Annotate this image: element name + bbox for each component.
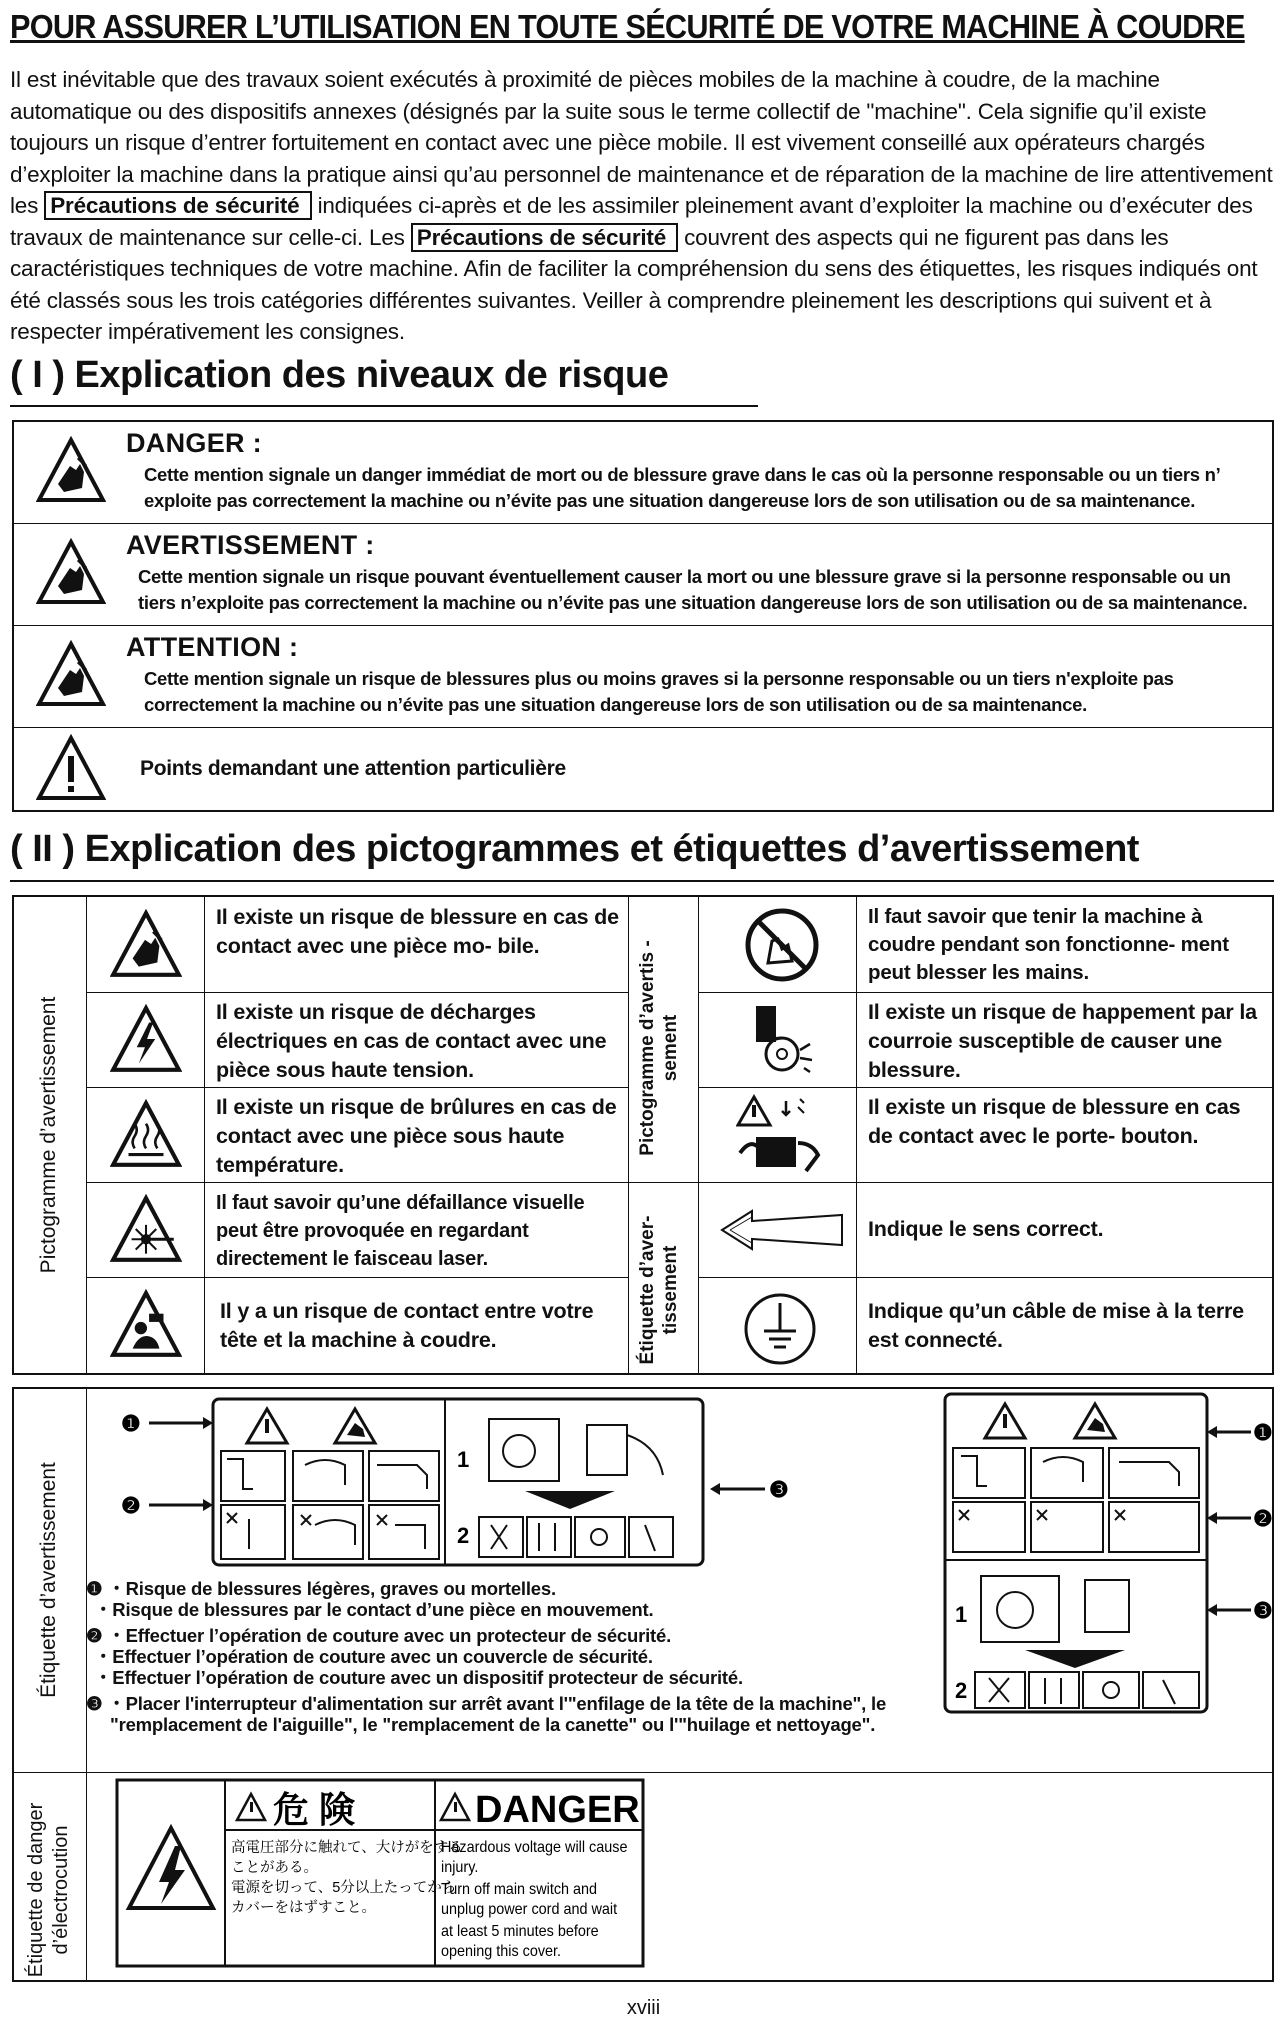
safety-precautions-box-2: Précautions de sécurité: [411, 223, 678, 252]
picto-text-moving-part: Il existe un risque de blessure en cas de contact avec une pièce mo- bile.: [216, 905, 619, 958]
pictogram-label-left: Pictogramme d’avertissement: [37, 996, 60, 1274]
jp-danger-title: 危 険: [273, 1789, 356, 1830]
grid-line: [698, 1277, 1272, 1278]
step-2: 2: [457, 1523, 470, 1548]
right-marker-3: ❸: [1253, 1598, 1273, 1623]
risk-title-warning: AVERTISSEMENT :: [126, 530, 375, 560]
warning-sticker-right: [935, 1390, 1275, 1720]
en-line-5: at least 5 minutes before: [441, 1922, 599, 1941]
page-number: xviii: [626, 1997, 661, 2019]
en-line-2: injury.: [441, 1858, 479, 1877]
electrocution-label-line1: Étiquette de danger: [25, 1802, 47, 1978]
picto-text-head: Il y a un risque de contact entre votre tête et la machine à coudre.: [220, 1299, 594, 1352]
pictogram-label-mid: Pictogramme d’avertis - sement: [637, 940, 681, 1156]
step-1: 1: [457, 1447, 470, 1472]
no-hand-icon: [742, 905, 822, 985]
page-title: POUR ASSURER L’UTILISATION EN TOUTE SÉCURITÉ DE VOTRE MACHINE À COUDRE: [10, 8, 1245, 45]
risk-title-caution: ATTENTION :: [126, 632, 299, 662]
pictogram-table: [12, 895, 1274, 1375]
marker-2: ❷: [121, 1493, 141, 1518]
risk-row-warning: [14, 524, 1272, 626]
risk-row-attention: [14, 728, 1272, 810]
picto-text-direction: Indique le sens correct.: [868, 1217, 1104, 1241]
section1-underline: [10, 405, 758, 407]
note-2a: ❷ ・Effectuer l’opération de couture avec un protecteur de sécurité.: [86, 1625, 672, 1646]
risk-desc-attention: Points demandant une attention particulière: [140, 757, 566, 780]
grid-line: [14, 1772, 1272, 1773]
section2-title: ( II ) Explication des pictogrammes et étiquettes d’avertissement: [10, 828, 1139, 870]
laser-icon: [110, 1194, 182, 1266]
intro-text-3: couvrent des aspects qui ne figurent pas dans les caractéristiques techniques de votre machine. Afin de faciliter la compréhension du sens des étiquettes, les risques indiqués ont été classés sous les trois catégories différentes suivantes. Veiller à comprendre pleinement les descriptions qui suivent et à respecter impérativement les consignes.: [10, 224, 1258, 344]
marker-1: ❶: [121, 1411, 141, 1436]
grid-line: [86, 1087, 628, 1088]
picto-text-ground: Indique qu’un câble de mise à la terre est connecté.: [868, 1299, 1244, 1352]
note-2c: ・Effectuer l’opération de couture avec un dispositif protecteur de sécurité.: [94, 1667, 743, 1688]
note-3: ❸ ・Placer l'interrupteur d'alimentation sur arrêt avant l'"enfilage de la tête de la machine", le "remplacement de l'aiguille", le "remplacement de la canette" ou l'"huilage et nettoyage".: [86, 1693, 887, 1735]
moving-part-icon: [110, 909, 182, 981]
intro-text-1: Il est inévitable que des travaux soient exécutés à proximité de pièces mobiles de la machine à coudre, de la machine automatique ou des dispositifs annexes (désignés par la suite sous le terme collectif de "machine". Cela signifie qu’il existe toujours un risque d’entrer fortuitement en contact avec une pièce mobile. Il est vivement conseillé aux opérateurs chargés d’exploiter la machine dans la pratique ainsi qu’au personnel de maintenance et de réparation de la machine de lire attentivement les: [10, 67, 1273, 218]
grid-line: [86, 992, 628, 993]
note-1a: ❶ ・Risque de blessures légères, graves ou mortelles.: [86, 1578, 556, 1599]
electrocution-label-title: [24, 1798, 76, 1982]
warning-sticker-left: [115, 1395, 795, 1570]
en-line-4: unplug power cord and wait: [441, 1900, 618, 1919]
intro-text-2: indiquées ci-après et de les assimiler pleinement avant d’exploiter la machine ou d’exécuter des travaux de maintenance sur celle-ci. Les: [10, 193, 1253, 250]
en-line-1: Hazardous voltage will cause: [441, 1838, 628, 1857]
grid-line: [698, 992, 1272, 993]
grid-line: [628, 897, 629, 1373]
intro-paragraph: [10, 64, 1275, 348]
electrocution-sticker: [115, 1778, 645, 1968]
warning-notes: [86, 1578, 926, 1735]
grid-line: [698, 897, 699, 1373]
jp-line-4: カバーをはずすこと。: [231, 1900, 376, 1916]
grid-line: [86, 897, 87, 1373]
picto-text-no-hand: Il faut savoir que tenir la machine à coudre pendant son fonctionne- ment peut blesser les mains.: [868, 905, 1229, 984]
grid-line: [698, 1087, 1272, 1088]
belt-icon: [742, 1000, 822, 1080]
warning-label-title: Étiquette d’avertissement: [37, 1462, 60, 1698]
note-2b: ・Effectuer l’opération de couture avec un couvercle de sécurité.: [94, 1646, 653, 1667]
right-step-2: 2: [955, 1678, 968, 1703]
risk-desc-caution: Cette mention signale un risque de blessures plus ou moins graves si la personne responsable ou un tiers n'exploite pas correctement la machine ou n’évite pas une situation dangereuse lors de son utilisation ou de sa maintenance.: [144, 668, 1174, 715]
picto-text-button-holder: Il existe un risque de blessure en cas de contact avec le porte- bouton.: [868, 1095, 1241, 1148]
grid-line: [86, 1277, 628, 1278]
picto-text-belt: Il existe un risque de happement par la courroie susceptible de causer une blessure.: [868, 1000, 1257, 1082]
jp-line-3: 電源を切って、5分以上たってから: [231, 1880, 457, 1896]
picto-text-burn: Il existe un risque de brûlures en cas de contact avec une pièce sous haute température.: [216, 1095, 617, 1177]
danger-hand-icon: [36, 436, 106, 506]
risk-desc-danger: Cette mention signale un danger immédiat de mort ou de blessure grave dans le cas où la personne responsable ou un tiers n’ exploite pas correctement la machine ou n’évite pas une situation dangereuse lors de son utilisation ou de sa maintenance.: [144, 464, 1220, 511]
button-holder-icon: [736, 1093, 826, 1177]
caution-hand-icon: [36, 640, 106, 710]
section1-title: ( I ) Explication des niveaux de risque: [10, 354, 669, 396]
exclamation-icon: [36, 734, 106, 804]
right-marker-2: ❷: [1253, 1506, 1273, 1531]
grid-line: [856, 897, 857, 1373]
direction-arrow-icon: [718, 1205, 848, 1255]
risk-row-danger: [14, 422, 1272, 524]
electric-shock-icon: [110, 1004, 182, 1076]
picto-text-laser: Il faut savoir qu’une défaillance visuelle peut être provoquée en regardant directement le faisceau laser.: [216, 1192, 585, 1270]
en-line-3: Turn off main switch and: [441, 1880, 598, 1899]
jp-line-1: 高電圧部分に触れて、大けがをする: [231, 1840, 463, 1856]
en-danger-title: DANGER: [475, 1789, 640, 1831]
grid-line: [204, 897, 205, 1373]
warning-hand-icon: [36, 538, 106, 608]
risk-desc-warning: Cette mention signale un risque pouvant éventuellement causer la mort ou une blessure grave si la personne responsable ou un tiers n’exploite pas correctement la machine ou n’évite pas une situation dangereuse lors de son utilisation ou de sa maintenance.: [138, 566, 1248, 613]
head-contact-icon: [110, 1289, 182, 1361]
risk-row-caution: [14, 626, 1272, 728]
ground-icon: [740, 1289, 820, 1369]
electrocution-label-line2: d’électrocution: [50, 1825, 72, 1955]
note-1b: ・Risque de blessures par le contact d’une pièce en mouvement.: [94, 1599, 654, 1620]
right-marker-1: ❶: [1253, 1420, 1273, 1445]
risk-levels-table: [12, 420, 1274, 812]
marker-3: ❸: [769, 1477, 789, 1502]
safety-precautions-box-1: Précautions de sécurité: [44, 191, 311, 220]
grid-line: [628, 1182, 1272, 1183]
en-line-6: opening this cover.: [441, 1942, 562, 1961]
risk-title-danger: DANGER :: [126, 428, 262, 458]
grid-line: [86, 1182, 628, 1183]
jp-line-2: ことがある。: [231, 1860, 318, 1876]
section2-underline: [10, 880, 1274, 882]
hot-surface-icon: [110, 1099, 182, 1171]
label-label-mid: Étiquette d’aver- tissement: [637, 1215, 681, 1365]
picto-text-electric-shock: Il existe un risque de décharges électriques en cas de contact avec une pièce sous haute tension.: [216, 1000, 607, 1082]
right-step-1: 1: [955, 1602, 968, 1627]
